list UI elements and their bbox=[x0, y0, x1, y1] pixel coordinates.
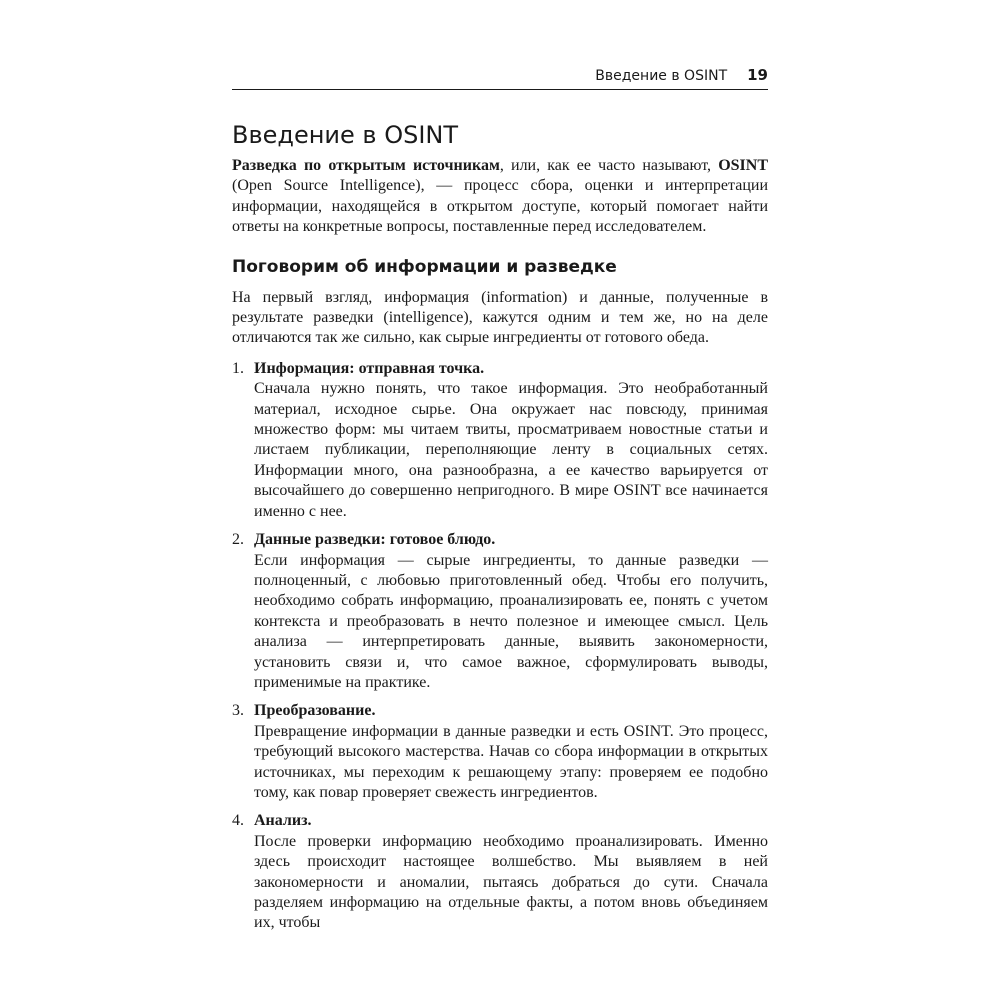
section-title: Поговорим об информации и разведке bbox=[232, 256, 617, 277]
intro-bold-lead: Разведка по открытым источникам bbox=[232, 157, 500, 174]
list-item-number: 1. bbox=[232, 359, 244, 377]
list-item-text: Если информация — сырые ингредиенты, то данные разведки — полноценный, с любовью приготовленный обед. Чтобы его получить, необходимо собрать информацию, проанализировать ее, понять с учетом контекста и преобразовать в нечто полезное и имеющее смысл. Цель анализа — интерпретировать данные, выявить закономерности, установить связи и, что самое важное, сформулировать выводы, применимые на практике. bbox=[254, 551, 768, 691]
list-item-title: Информация: отправная точка. bbox=[254, 359, 485, 377]
chapter-title: Введение в OSINT bbox=[232, 121, 459, 149]
list-item-text: После проверки информацию необходимо проанализировать. Именно здесь происходит настоящее волшебство. Мы выявляем в ней закономерности и аномалии, пытаясь добраться до сути. Сначала разделяем информацию на отдельные факты, а потом вновь объединяем их, чтобы bbox=[254, 832, 768, 932]
page-number: 19 bbox=[747, 66, 768, 84]
running-head-title: Введение в OSINT bbox=[595, 68, 728, 84]
list-item bbox=[232, 530, 768, 693]
list-item-text: Сначала нужно понять, что такое информация. Это необработанный материал, исходное сырье. Она окружает нас повсюду, принимая множество форм: мы читаем твиты, просматриваем новостные статьи и листаем публикации, переполняющие ленту в социальных сетях. Информации много, она разнообразна, а ее качество варьируется от высочайшего до совершенно непригодного. В мире OSINT все начинается именно с нее. bbox=[254, 380, 768, 520]
intro-text-1: , или, как ее часто называют, bbox=[499, 157, 719, 174]
list-item-title: Преобразование. bbox=[254, 702, 376, 720]
intro-paragraph bbox=[232, 156, 768, 238]
list-item bbox=[232, 359, 768, 522]
list-item-number: 3. bbox=[232, 702, 244, 720]
numbered-list bbox=[232, 359, 768, 934]
list-item-number: 4. bbox=[232, 812, 244, 830]
list-item-text: Превращение информации в данные разведки и есть OSINT. Это процесс, требующий высокого мастерства. Начав со сбора информации в открытых источниках, мы переходим к решающему этапу: проверяем ее подобно тому, как повар проверяет свежесть ингредиентов. bbox=[254, 722, 768, 801]
book-page bbox=[232, 62, 768, 942]
list-item-number: 2. bbox=[232, 531, 244, 549]
intro-bold-osint: OSINT bbox=[718, 157, 768, 174]
list-item-title: Данные разведки: готовое блюдо. bbox=[254, 531, 496, 549]
list-item bbox=[232, 701, 768, 803]
list-item bbox=[232, 811, 768, 933]
intro-text-2: (Open Source Intelligence), — процесс сбора, оценки и интерпретации информации, находящейся в открытом доступе, который помогает найти ответы на конкретные вопросы, поставленные перед исследователем. bbox=[232, 177, 768, 236]
section-paragraph: На первый взгляд, информация (information) и данные, полученные в результате разведки (intelligence), кажутся одним и тем же, но на деле отличаются так же сильно, как сырые ингредиенты от готового обеда. bbox=[232, 288, 768, 347]
running-head bbox=[232, 62, 768, 90]
list-item-title: Анализ. bbox=[254, 812, 312, 830]
